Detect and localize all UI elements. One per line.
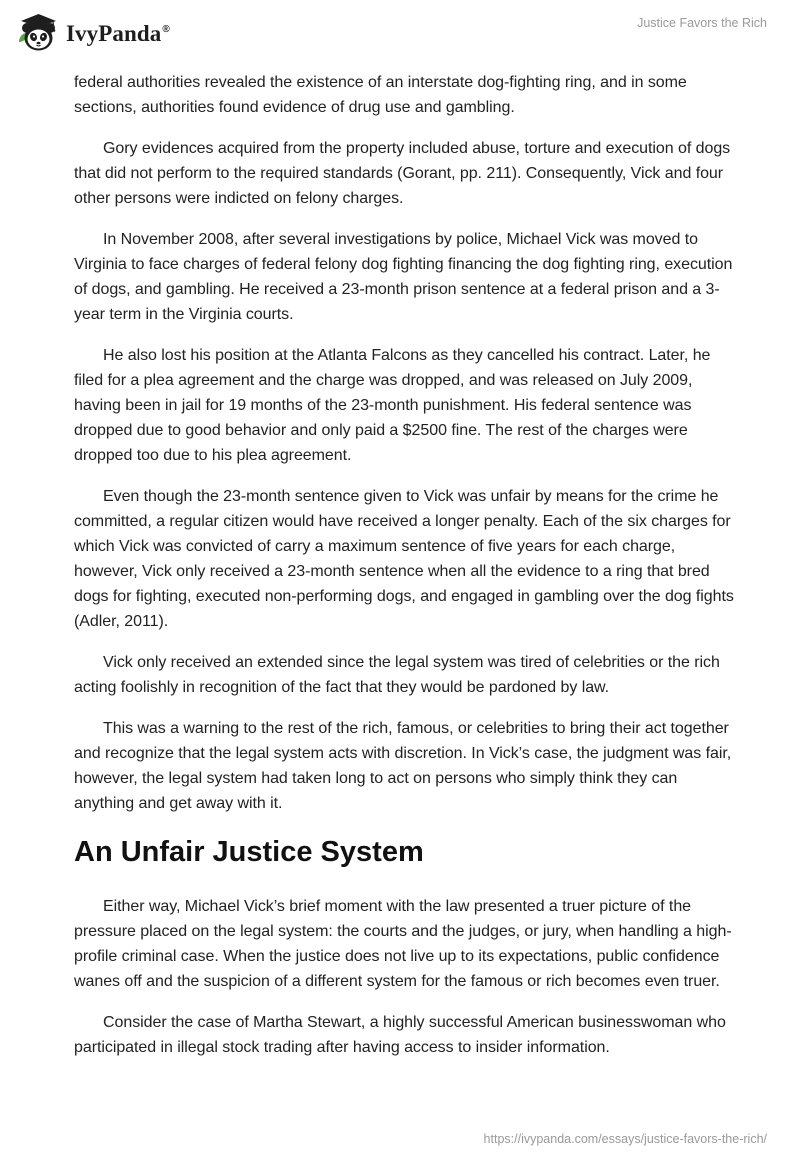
ivypanda-logo[interactable] [16,12,170,54]
paragraph: Even though the 23-month sentence given to Vick was unfair by means for the crime he committed, a regular citizen would have received a longer penalty. Each of the six charges for which Vick was convicted of carry a maximum sentence of five years for each charge, however, Vick only received a 23-month sentence when all the evidence to a ring that bred dogs for fighting, executed non-performing dogs, and engaged in gambling over the dog fights (Adler, 2011). [74,488,734,630]
paragraph: Consider the case of Martha Stewart, a highly successful American businesswoman who participated in illegal stock trading after having access to insider information. [74,1014,726,1056]
section-heading: An Unfair Justice System [74,836,424,868]
registered-mark: ® [162,24,170,36]
paragraph: Either way, Michael Vick’s brief moment with the law presented a truer picture of the pressure placed on the legal system: the courts and the judges, or jury, when handling a high-profile criminal case. When the justice does not live up to its expectations, public confidence wanes off and the suspicion of a different system for the famous or rich becomes even truer. [74,898,732,990]
source-url[interactable]: https://ivypanda.com/essays/justice-favors-the-rich/ [483,1132,767,1146]
brand-name [66,21,170,47]
paragraph: He also lost his position at the Atlanta Falcons as they cancelled his contract. Later, he filed for a plea agreement and the charge was dropped, and was released on July 2009, having been in jail for 19 months of the 23-month punishment. His federal sentence was dropped due to good behavior and only paid a $2500 fine. The rest of the charges were dropped too due to his plea agreement. [74,347,711,464]
paragraph: Vick only received an extended since the legal system was tired of celebrities or the rich acting foolishly in recognition of the fact that they would be pardoned by law. [74,654,720,696]
panda-graduate-icon [16,12,60,54]
page-header [0,0,800,66]
essay-content [74,70,734,1076]
paragraph-continued: federal authorities revealed the existence of an interstate dog-fighting ring, and in some sections, authorities found evidence of drug use and gambling. [74,74,687,116]
paragraph: In November 2008, after several investigations by police, Michael Vick was moved to Virginia to face charges of federal felony dog fighting financing the dog fighting ring, execution of dogs, and gambling. He received a 23-month prison sentence at a federal prison and a 3-year term in the Virginia courts. [74,231,733,323]
document-title: Justice Favors the Rich [637,16,767,30]
paragraph: Gory evidences acquired from the property included abuse, torture and execution of dogs that did not perform to the required standards (Gorant, pp. 211). Consequently, Vick and four other persons were indicted on felony charges. [74,140,731,207]
paragraph: This was a warning to the rest of the rich, famous, or celebrities to bring their act together and recognize that the legal system acts with discretion. In Vick’s case, the judgment was fair, however, the legal system had taken long to act on persons who simply think they can anything and get away with it. [74,720,732,812]
brand-name-text: IvyPanda [66,21,162,46]
